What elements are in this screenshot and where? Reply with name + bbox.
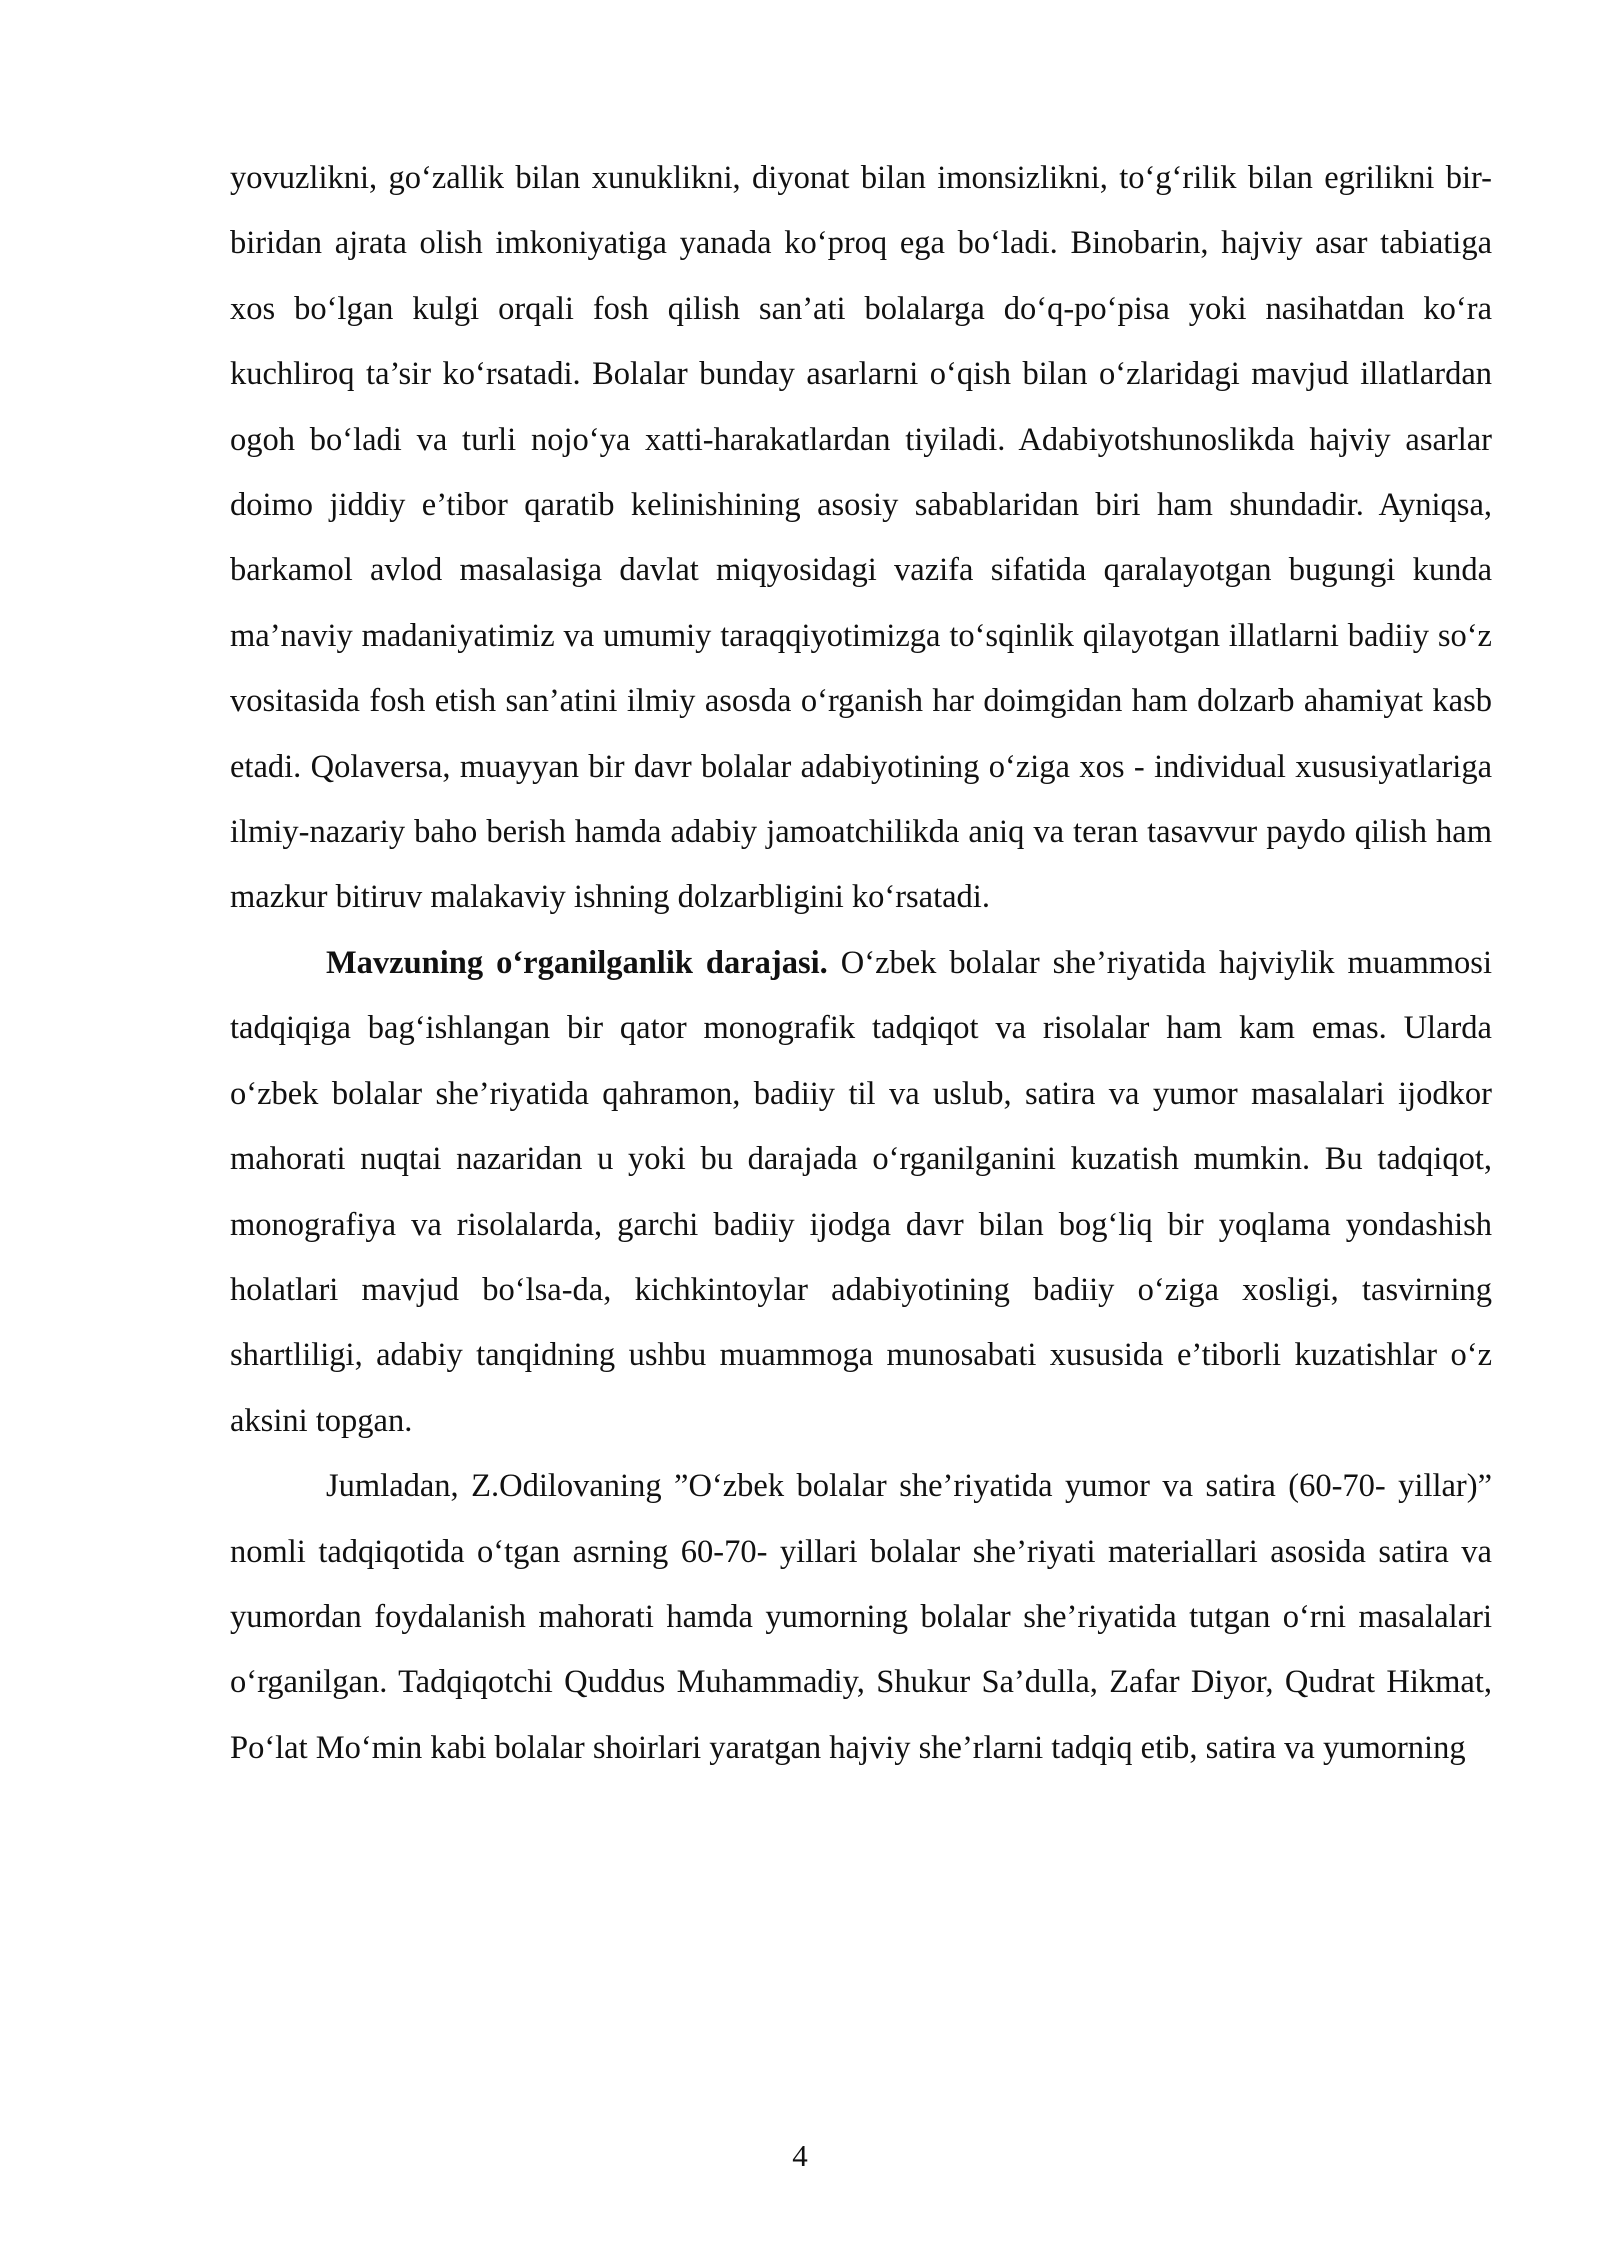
paragraph-text: Oʻzbek bolalar she’riyatida hajviylik muammosi tadqiqiga bagʻishlangan bir qator monografik tadqiqot va risolalar ham kam emas. Ularda oʻzbek bolalar she’riyatida qahramon, badiiy til va uslub, satira va yumor masalalari ijodkor mahorati nuqtai nazaridan u yoki bu darajada oʻrganilganini kuzatish mumkin. Bu tadqiqot, monografiya va risolalarda, garchi badiiy ijodga davr bilan bogʻliq bir yoqlama yondashish holatlari mavjud boʻlsa-da, kichkintoylar adabiyotining badiiy oʻziga xosligi, tasvirning shartliligi, adabiy tanqidning ushbu muammoga munosabati xususida e’tiborli kuzatishlar oʻz aksini topgan. [230, 944, 1492, 1439]
page-number: 4 [792, 2138, 808, 2173]
paragraph-text: yovuzlikni, goʻzallik bilan xunuklikni, diyonat bilan imonsizlikni, toʻgʻrilik bilan egrilikni bir-biridan ajrata olish imkoniyatiga yanada koʻproq ega boʻladi. Binobarin, hajviy asar tabiatiga xos boʻlgan kulgi orqali fosh qilish san’ati bolalarga doʻq-poʻpisa yoki nasihatdan koʻra kuchliroq ta’sir koʻrsatadi. Bolalar bunday asarlarni oʻqish bilan oʻzlaridagi mavjud illatlardan ogoh boʻladi va turli nojoʻya xatti-harakatlardan tiyiladi. Adabiyotshunoslikda hajviy asarlar doimo jiddiy e’tibor qaratib kelinishining asosiy sabablaridan biri ham shundadir. Ayniqsa, barkamol avlod masalasiga davlat miqyosidagi vazifa sifatida qaralayotgan bugungi kunda ma’naviy madaniyatimiz va umumiy taraqqiyotimizga toʻsqinlik qilayotgan illatlarni badiiy soʻz vositasida fosh etish san’atini ilmiy asosda oʻrganish har doimgidan ham dolzarb ahamiyat kasb etadi. Qolaversa, muayyan bir davr bolalar adabiyotining oʻziga xos - individual xususiyatlariga ilmiy-nazariy baho berish hamda adabiy jamoatchilikda aniq va teran tasavvur paydo qilish ham mazkur bitiruv malakaviy ishning dolzarbligini koʻrsatadi. [230, 160, 1492, 916]
section-heading: Mavzuning oʻrganilganlik darajasi. [326, 944, 828, 981]
paragraph-continuation [230, 146, 1492, 931]
text-body [230, 146, 1492, 1781]
paragraph-text: Jumladan, Z.Odilovaning ”Oʻzbek bolalar she’riyatida yumor va satira (60-70- yillar)” nomli tadqiqotida oʻtgan asrning 60-70- yillari bolalar she’riyati materiallari asosida satira va yumordan foydalanish mahorati hamda yumorning bolalar she’riyatida tutgan oʻrni masalalari oʻrganilgan. Tadqiqotchi Quddus Muhammadiy, Shukur Sa’dulla, Zafar Diyor, Qudrat Hikmat, Poʻlat Moʻmin kabi bolalar shoirlari yaratgan hajviy she’rlarni tadqiq etib, satira va yumorning [230, 1468, 1492, 1766]
paragraph-odilova-study [230, 1454, 1492, 1781]
paragraph-study-level [230, 931, 1492, 1454]
